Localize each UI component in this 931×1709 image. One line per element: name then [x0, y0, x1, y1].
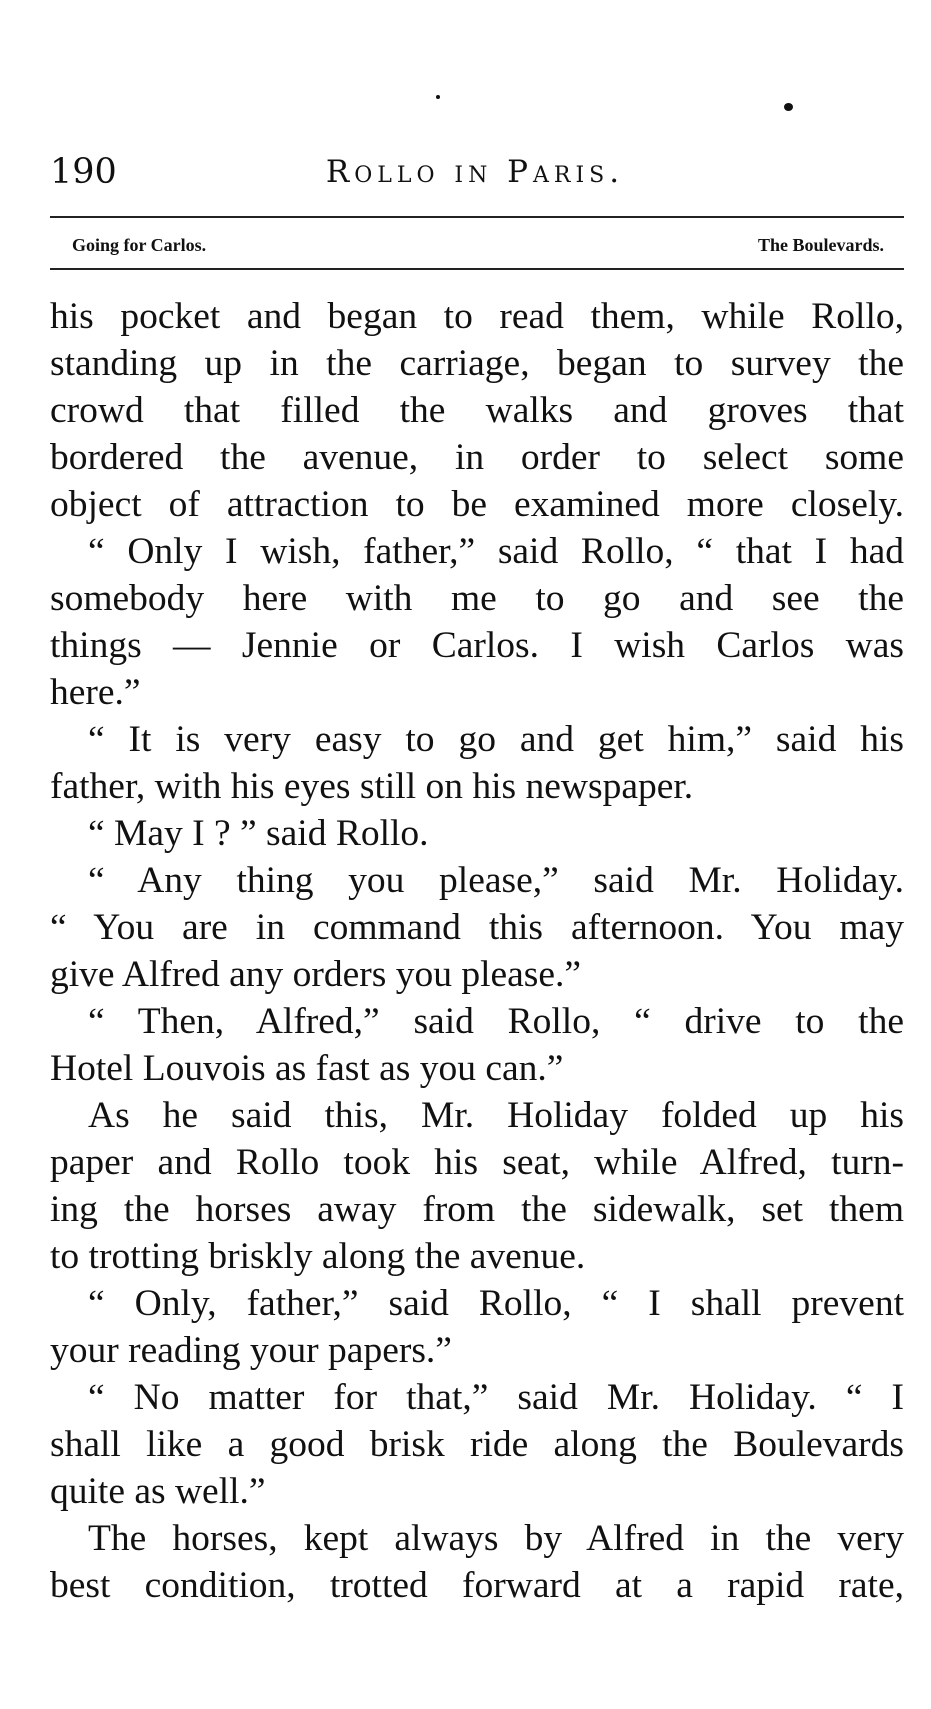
text-line: quite as well.” [50, 1471, 266, 1512]
ink-speck [436, 95, 440, 99]
text-line: crowd that filled the walks and groves that [50, 390, 904, 431]
text-line: ing the horses away from the sidewalk, set them [50, 1189, 904, 1230]
side-heading-right: The Boulevards. [757, 235, 884, 255]
text-line: shall like a good brisk ride along the Boulevards [50, 1424, 904, 1465]
text-line: give Alfred any orders you please.” [50, 954, 582, 995]
text-line: “ It is very easy to go and get him,” said his [88, 719, 904, 760]
text-line: object of attraction to be examined more closely. [50, 484, 904, 525]
text-line: things — Jennie or Carlos. I wish Carlos was [50, 625, 904, 666]
text-line: father, with his eyes still on his newspaper. [50, 766, 694, 807]
text-line: standing up in the carriage, began to survey the [50, 343, 904, 384]
text-line: The horses, kept always by Alfred in the very [88, 1518, 904, 1559]
side-heading-left: Going for Carlos. [72, 235, 207, 255]
text-line: somebody here with me to go and see the [50, 578, 904, 619]
text-line: his pocket and began to read them, while Rollo, [50, 296, 904, 337]
text-line: here.” [50, 672, 141, 713]
header-rule-bottom [50, 268, 904, 270]
text-line: bordered the avenue, in order to select some [50, 437, 904, 478]
text-line: Hotel Louvois as fast as you can.” [50, 1048, 564, 1089]
text-line: “ You are in command this afternoon. You may [50, 907, 904, 948]
text-line: “ Only, father,” said Rollo, “ I shall prevent [88, 1283, 904, 1324]
header-rule-top [50, 216, 904, 218]
text-line: As he said this, Mr. Holiday folded up his [88, 1095, 904, 1136]
running-head [50, 150, 900, 204]
text-line: paper and Rollo took his seat, while Alfred, turn- [50, 1142, 904, 1183]
text-line: best condition, trotted forward at a rapid rate, [50, 1565, 904, 1606]
side-headings [72, 229, 884, 261]
text-line: to trotting briskly along the avenue. [50, 1236, 586, 1277]
text-line: “ Any thing you please,” said Mr. Holiday. [88, 860, 904, 901]
text-line: your reading your papers.” [50, 1330, 452, 1371]
ink-speck [784, 103, 793, 111]
text-line: “ Then, Alfred,” said Rollo, “ drive to the [88, 1001, 904, 1042]
page-number: 190 [50, 152, 117, 192]
text-line: “ No matter for that,” said Mr. Holiday. “ I [88, 1377, 904, 1418]
text-line: “ May I ? ” said Rollo. [88, 813, 429, 854]
book-title: Rollo in Paris. [325, 154, 625, 190]
text-line: “ Only I wish, father,” said Rollo, “ that I had [88, 531, 904, 572]
body-text [50, 293, 904, 1609]
